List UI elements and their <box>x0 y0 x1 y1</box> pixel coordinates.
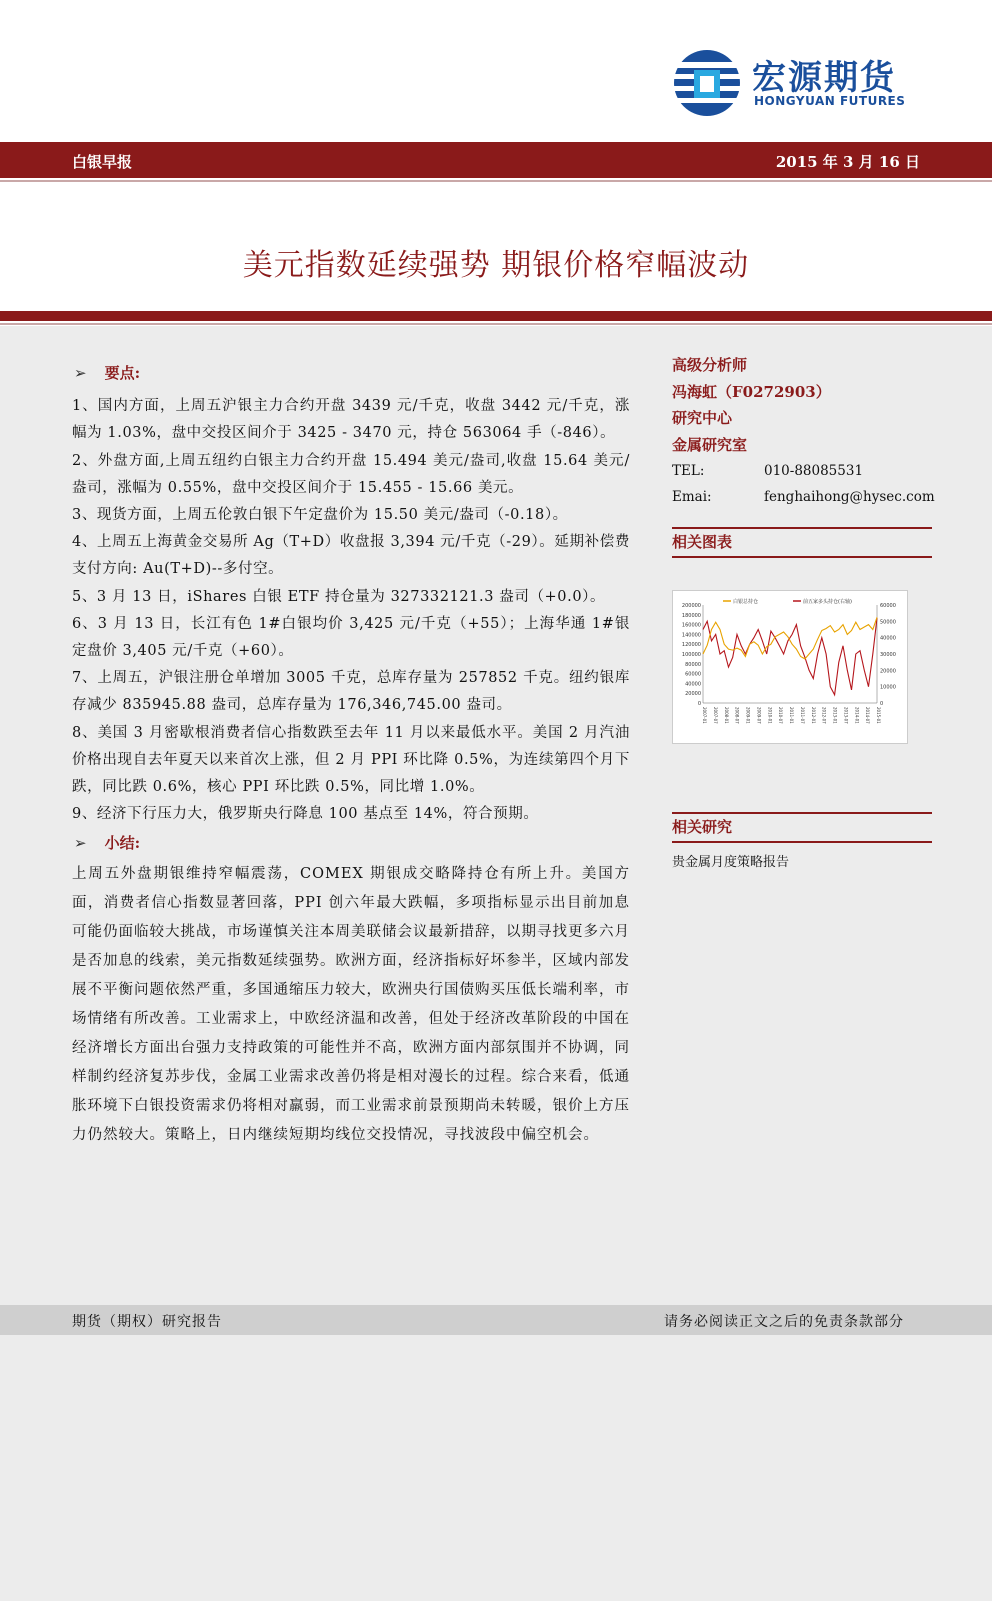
y-left-tick-label: 20000 <box>685 691 701 698</box>
y-left-tick-label: 200000 <box>681 603 701 609</box>
email-label: Emai: <box>672 489 712 505</box>
title-divider <box>0 311 992 321</box>
x-tick-label: 2011-01 <box>789 707 794 724</box>
y-right-tick-label: 30000 <box>880 652 896 658</box>
x-tick-label: 2009-07 <box>756 707 762 724</box>
footer-left: 期货（期权）研究报告 <box>72 1314 222 1330</box>
y-right-tick-label: 50000 <box>880 619 896 626</box>
report-type: 白银早报 <box>72 153 133 171</box>
x-tick-label: 2015-01 <box>876 707 881 724</box>
email-row <box>672 484 935 510</box>
y-right-tick-label: 40000 <box>880 635 896 642</box>
legend-label: 前五家多头持仓(右轴) <box>803 599 852 605</box>
arrow-right-icon: ➢ <box>74 364 87 382</box>
related-charts-heading: 相关图表 <box>672 527 932 558</box>
x-tick-label: 2012-01 <box>810 707 816 724</box>
y-right-tick-label: 60000 <box>880 603 896 609</box>
main-column <box>72 360 630 1150</box>
x-tick-label: 2014-01 <box>854 707 860 724</box>
tel-value: 010-88085531 <box>764 463 864 479</box>
x-tick-label: 2007-07 <box>712 707 718 724</box>
y-left-tick-label: 80000 <box>685 661 701 668</box>
summary-text: 上周五外盘期银维持窄幅震荡，COMEX 期银成交略降持仓有所上升。美国方面，消费者信心指数显著回落，PPI 创六年最大跌幅，多项指标显示出目前加息可能仍面临较大挑战，市场谨慎关注本周美联储会议最新措辞，以期寻找更多六月是否加息的线索，美元指数延续强势。欧洲方面，经济指标好坏参半，区域内部发展不平衡问题依然严重，多国通缩压力较大，欧洲央行国债购买压低长端利率，市场情绪有所改善。工业需求上，中欧经济温和改善，但处于经济改革阶段的中国在经济增长方面出台强力支持政策的可能性并不高，欧洲方面内部氛围并不协调，同样制约经济复苏步伐，金属工业需求改善仍将是相对漫长的过程。综合来看，低通胀环境下白银投资需求仍将相对羸弱，而工业需求前景预期尚未转暖，银价上方压力仍然较大。策略上，日内继续短期均线位交投情况，寻找波段中偏空机会。 <box>72 865 630 1143</box>
logo-mark-icon <box>672 48 746 118</box>
key-point-item: 7、上周五，沪银注册仓单增加 3005 千克，总库存量为 257852 千克。纽约银库存减少 835945.88 盎司，总库存量为 176,346,745.00 盎司。 <box>72 670 630 714</box>
email-value[interactable]: fenghaihong@hysec.com <box>764 489 935 505</box>
key-point-item: 4、上周五上海黄金交易所 Ag（T+D）收盘报 3,394 元/千克（-29）。延期补偿费支付方向: Au(T+D)--多付空。 <box>72 534 630 578</box>
key-point-item: 2、外盘方面,上周五纽约白银主力合约开盘 15.494 美元/盎司,收盘 15.64 美元/盎司，涨幅为 0.55%，盘中交投区间介于 15.455 - 15.66 美元。 <box>72 452 630 496</box>
analyst-name: 冯海虹（F0272903） <box>672 382 831 401</box>
team: 金属研究室 <box>672 435 748 454</box>
key-point-item: 1、国内方面，上周五沪银主力合约开盘 3439 元/千克，收盘 3442 元/千克，涨幅为 1.03%，盘中交投区间介于 3425 - 3470 元，持仓 563064 手（-846）。 <box>72 398 630 442</box>
x-tick-label: 2009-01 <box>745 707 751 724</box>
y-left-tick-label: 120000 <box>681 642 701 649</box>
y-right-tick-label: 20000 <box>880 668 896 675</box>
y-left-tick-label: 0 <box>697 701 701 707</box>
x-tick-label: 2013-07 <box>843 707 849 724</box>
report-date: 2015 年 3 月 16 日 <box>775 153 920 171</box>
y-left-tick-label: 180000 <box>681 612 701 619</box>
related-research-item[interactable]: 贵金属月度策略报告 <box>672 855 790 870</box>
summary-heading: ➢ 小结: <box>74 834 141 853</box>
key-point-item: 3、现货方面，上周五伦敦白银下午定盘价为 15.50 美元/盎司（-0.18）。 <box>72 507 568 524</box>
y-right-tick-label: 10000 <box>880 684 896 691</box>
x-tick-label: 2010-07 <box>778 707 784 724</box>
series-long-positions-line <box>703 618 877 695</box>
header-divider <box>0 180 992 182</box>
y-left-tick-label: 140000 <box>681 632 701 639</box>
x-tick-label: 2008-07 <box>734 707 740 724</box>
department: 研究中心 <box>672 409 733 427</box>
related-research <box>672 812 932 870</box>
x-tick-label: 2012-07 <box>821 707 827 724</box>
line-chart <box>673 591 907 743</box>
brand-name-cn: 宏源期货 <box>752 58 896 98</box>
tel-label: TEL: <box>672 463 705 479</box>
y-left-tick-label: 40000 <box>685 681 701 688</box>
page-title: 美元指数延续强势 期银价格窄幅波动 <box>242 248 750 283</box>
x-tick-label: 2007-01 <box>702 707 707 724</box>
legend-label: 白银总持仓 <box>733 599 759 605</box>
y-right-tick-label: 0 <box>880 701 884 707</box>
brand-name-en: HONGYUAN FUTURES <box>754 94 906 108</box>
x-tick-label: 2010-01 <box>767 707 773 724</box>
y-left-tick-label: 100000 <box>681 652 701 658</box>
key-point-item: 8、美国 3 月密歇根消费者信心指数跌至去年 11 月以来最低水平。美国 2 月汽油价格出现自去年夏天以来首次上涨，但 2 月 PPI 环比降 0.5%，为连续第四个月下跌，同比跌 0.6%，核心 PPI 环比跌 0.5%，同比增 1.0%。 <box>72 724 630 796</box>
footer-disclaimer[interactable]: 请务必阅读正文之后的免责条款部分 <box>664 1314 904 1330</box>
title-divider-thin <box>0 323 992 325</box>
sidebar <box>672 352 935 558</box>
related-chart <box>672 590 908 744</box>
y-left-tick-label: 60000 <box>685 671 701 678</box>
y-left-tick-label: 160000 <box>681 622 701 629</box>
analyst-title: 高级分析师 <box>672 356 748 374</box>
x-tick-label: 2011-07 <box>799 707 805 724</box>
key-point-item: 6、3 月 13 日，长江有色 1#白银均价 3,425 元/千克（+55）；上海华通 1#银定盘价 3,405 元/千克（+60）。 <box>72 615 630 660</box>
key-point-item: 5、3 月 13 日，iShares 白银 ETF 持仓量为 327332121.3 盎司（+0.0）。 <box>72 588 606 605</box>
key-point-item: 9、经济下行压力大，俄罗斯央行降息 100 基点至 14%，符合预期。 <box>72 806 539 823</box>
company-logo <box>672 48 922 118</box>
arrow-right-icon: ➢ <box>74 834 87 853</box>
x-tick-label: 2008-01 <box>723 707 729 724</box>
tel-row <box>672 458 932 484</box>
key-points-heading: ➢ 要点: <box>74 364 141 382</box>
x-tick-label: 2014-07 <box>865 707 871 724</box>
related-research-heading: 相关研究 <box>672 812 932 843</box>
x-tick-label: 2013-01 <box>832 707 838 724</box>
